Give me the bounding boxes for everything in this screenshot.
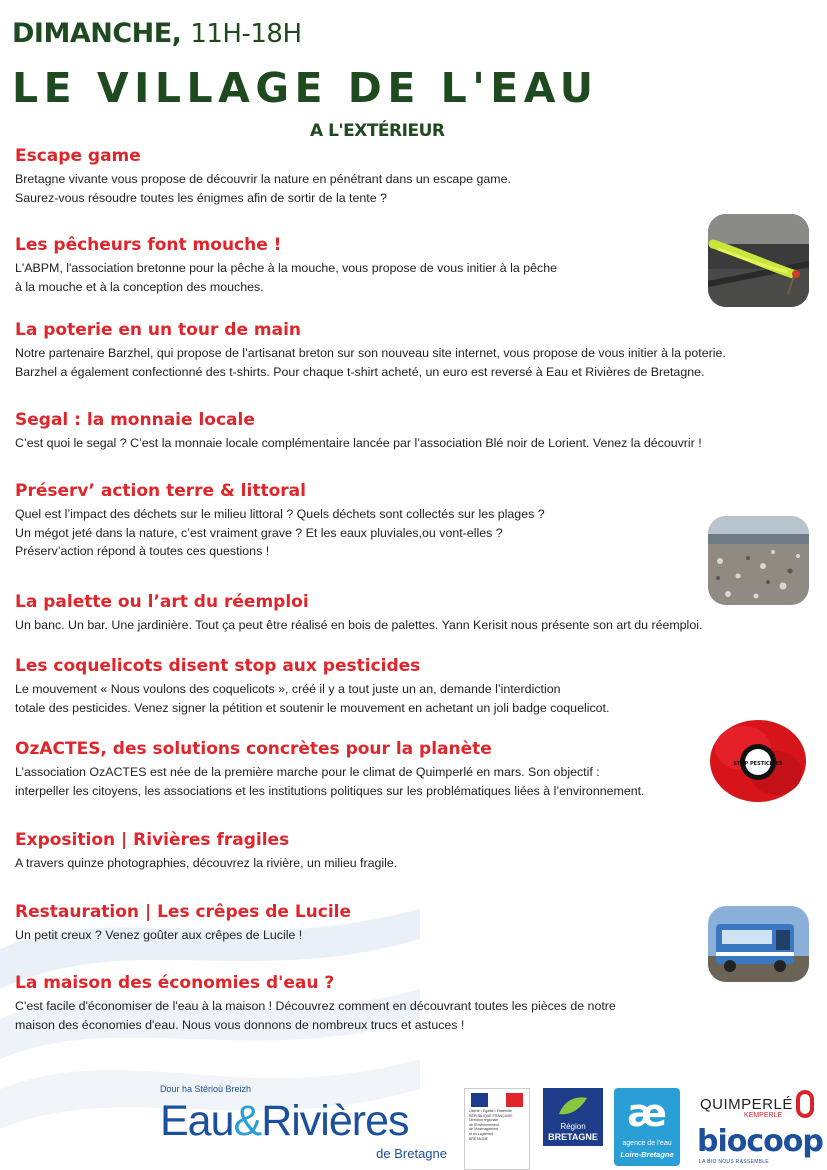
- section-segal: [15, 409, 702, 453]
- section-poterie: [15, 319, 726, 381]
- section-line: à la mouche et à la conception des mouches.: [15, 279, 264, 294]
- page-subtitle: A L'EXTÉRIEUR: [310, 121, 445, 141]
- section-coquelicots: [15, 655, 609, 717]
- section-line: Bretagne vivante vous propose de découvrir la nature en pénétrant dans un escape game.: [15, 172, 511, 186]
- fishing-fly-photo: [708, 214, 809, 307]
- section-line: Saurez-vous résoudre toutes les énigmes afin de sortir de la tente ?: [15, 190, 387, 205]
- page-title: LE VILLAGE DE L'EAU: [12, 64, 599, 112]
- section-maison-economies: [15, 972, 616, 1034]
- section-line: C'est facile d'économiser de l'eau à la maison ! Découvrez comment en découvrant toutes les pièces de notre: [15, 999, 616, 1013]
- section-line: Un banc. Un bar. Une jardinière. Tout ça peut être réalisé en bois de palettes. Yann Kerisit nous présente son art du réemploi.: [15, 618, 703, 632]
- section-title: Segal : la monnaie locale: [15, 410, 255, 430]
- section-line: L’association OzACTES est née de la première marche pour le climat de Quimperlé en mars. Son objectif :: [15, 765, 600, 779]
- section-title: OzACTES, des solutions concrètes pour la planète: [15, 739, 492, 759]
- section-ozactes: [15, 738, 645, 800]
- badge-text: STOP PESTICIDES: [733, 761, 783, 767]
- section-peche: [15, 234, 557, 296]
- beach-litter-photo: [708, 516, 809, 605]
- section-line: Un petit creux ? Venez goûter aux crêpes de Lucile !: [15, 928, 303, 942]
- section-title: La maison des économies d'eau ?: [15, 973, 335, 993]
- section-line: A travers quinze photographies, découvrez la rivière, un milieu fragile.: [15, 856, 398, 870]
- section-title: La poterie en un tour de main: [15, 320, 302, 340]
- section-restauration: [15, 901, 351, 945]
- poppy-badge-image: [708, 718, 808, 804]
- section-title: Escape game: [15, 146, 141, 166]
- french-flag-icon: [471, 1093, 523, 1107]
- partner-logos: [0, 1080, 827, 1169]
- section-line: Quel est l’impact des déchets sur le milieu littoral ? Quels déchets sont collectés sur les plages ?: [15, 507, 545, 521]
- section-title: La palette ou l’art du réemploi: [15, 592, 309, 612]
- section-line: Barzhel a également confectionné des t-shirts. Pour chaque t-shirt acheté, un euro est reversé à Eau et Rivières de Bretagne.: [15, 364, 705, 379]
- drea-bretagne-logo: Liberté • Égalité • Fraternité RÉPUBLIQUE FRANÇAISE Direction régionale de l'Environnement, de l'Aménagement et du Logement BRETAGNE: [464, 1088, 530, 1170]
- section-title: Préserv’ action terre & littoral: [15, 481, 306, 501]
- header-day-time: DIMANCHE, 11H-18H: [12, 18, 302, 49]
- section-title: Restauration | Les crêpes de Lucile: [15, 902, 352, 922]
- section-title: Exposition | Rivières fragiles: [15, 830, 290, 850]
- section-line: Notre partenaire Barzhel, qui propose de l’artisanat breton sur son nouveau site internet, vous propose de vous initier à la poterie.: [15, 346, 726, 360]
- section-line: L'ABPM, l'association bretonne pour la pêche à la mouche, vous propose de vous initier à la pêche: [15, 261, 557, 275]
- section-line: Préserv’action répond à toutes ces questions !: [15, 544, 270, 558]
- section-line: interpeller les citoyens, les associations et les institutions politiques sur les problématiques liées à l’environnement.: [15, 783, 645, 798]
- crepe-truck-photo: [708, 906, 809, 982]
- region-bretagne-logo: Région BRETAGNE: [543, 1088, 603, 1146]
- quimperle-logo: QUIMPERLÉ KEMPERLE: [700, 1096, 820, 1120]
- section-palette: [15, 591, 702, 635]
- section-line: C’est quoi le segal ? C’est la monnaie locale complémentaire lancée par l’association Blé noir de Lorient. Venez la découvrir !: [15, 436, 702, 450]
- section-line: Le mouvement « Nous voulons des coquelicots », créé il y a tout juste un an, demande l’interdiction: [15, 682, 561, 696]
- agence-eau-logo: æ agence de l'eau Loire-Bretagne: [614, 1088, 680, 1166]
- ae-monogram-icon: æ: [627, 1091, 667, 1135]
- section-exposition: [15, 829, 397, 873]
- section-title: Les pêcheurs font mouche !: [15, 235, 282, 255]
- quimperle-mark-icon: [796, 1090, 814, 1118]
- section-line: Un mégot jeté dans la nature, c’est vraiment grave ? Et les eaux pluviales,ou vont-elles ?: [15, 525, 503, 540]
- eau-rivieres-logo: Dour ha Stêrioù Breizh Eau&Rivières de Bretagne: [160, 1084, 447, 1161]
- section-preserv-action: [15, 480, 545, 561]
- biocoop-logo: biocoop LA BIO NOUS RASSEMBLE: [697, 1124, 823, 1165]
- section-line: totale des pesticides. Venez signer la pétition et soutenir le mouvement en achetant un joli badge coquelicot.: [15, 700, 610, 715]
- section-title: Les coquelicots disent stop aux pesticides: [15, 656, 421, 676]
- leaf-icon: [557, 1094, 589, 1118]
- section-line: maison des économies d'eau. Nous vous donnons de nombreux trucs et astuces !: [15, 1017, 465, 1032]
- section-escape-game: [15, 145, 511, 207]
